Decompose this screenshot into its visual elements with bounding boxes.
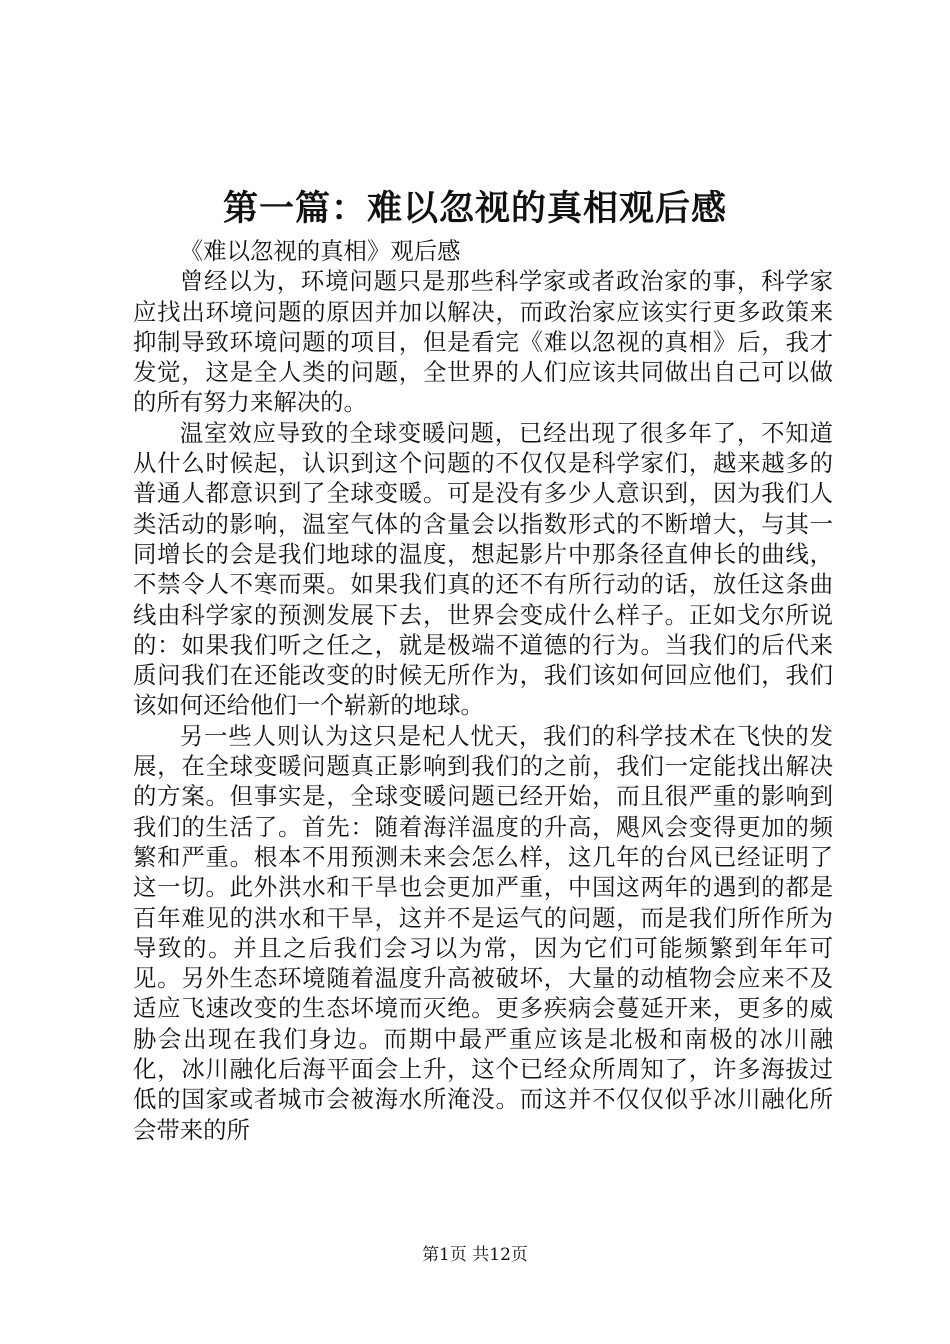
document-subtitle: 《难以忽视的真相》观后感 [179,237,461,265]
page-footer: 第1页 共12页 [422,1245,528,1265]
paragraph: 温室效应导致的全球变暖问题，已经出现了很多年了，不知道从什么时候起，认识到这个问题的不仅仅是科学家们，越来越多的普通人都意识到了全球变暖。可是没有多少人意识到，因为我们人类活动的影响，温室气体的含量会以指数形式的不断增大，与其一同增长的会是我们地球的温度，想起影片中那条径直伸长的曲线，不禁令人不寒而栗。如果我们真的还不有所行动的话，放任这条曲线由科学家的预测发展下去，世界会变成什么样子。正如戈尔所说的：如果我们听之任之，就是极端不道德的行为。当我们的后代来质问我们在还能改变的时候无所作为，我们该如何回应他们，我们该如何还给他们一个崭新的地球。 [133,418,833,720]
document-title: 第一篇：难以忽视的真相观后感 [222,188,727,229]
paragraph: 另一些人则认为这只是杞人忧天，我们的科学技术在飞快的发展，在全球变暖问题真正影响到我们的之前，我们一定能找出解决的方案。但事实是，全球变暖问题已经开始，而且很严重的影响到我们的生活了。首先：随着海洋温度的升高，飓风会变得更加的频繁和严重。根本不用预测未来会怎么样，这几年的台风已经证明了这一切。此外洪水和干旱也会更加严重，中国这两年的遇到的都是百年难见的洪水和干旱，这并不是运气的问题，而是我们所作所为导致的。并且之后我们会习以为常，因为它们可能频繁到年年可见。另外生态环境随着温度升高被破坏，大量的动植物会应来不及适应飞速改变的生态坏境而灭绝。更多疾病会蔓延开来，更多的威胁会出现在我们身边。而期中最严重应该是北极和南极的冰川融化，冰川融化后海平面会上升，这个已经众所周知了，许多海拔过低的国家或者城市会被海水所淹没。而这并不仅仅似乎冰川融化所会带来的所 [133,721,833,1144]
document-body [133,236,833,1145]
paragraph: 曾经以为，环境问题只是那些科学家或者政治家的事，科学家应找出环境问题的原因并加以解决，而政治家应该实行更多政策来抑制导致环境问题的项目，但是看完《难以忽视的真相》后，我才发觉，这是全人类的问题，全世界的人们应该共同做出自己可以做的所有努力来解决的。 [133,267,833,417]
